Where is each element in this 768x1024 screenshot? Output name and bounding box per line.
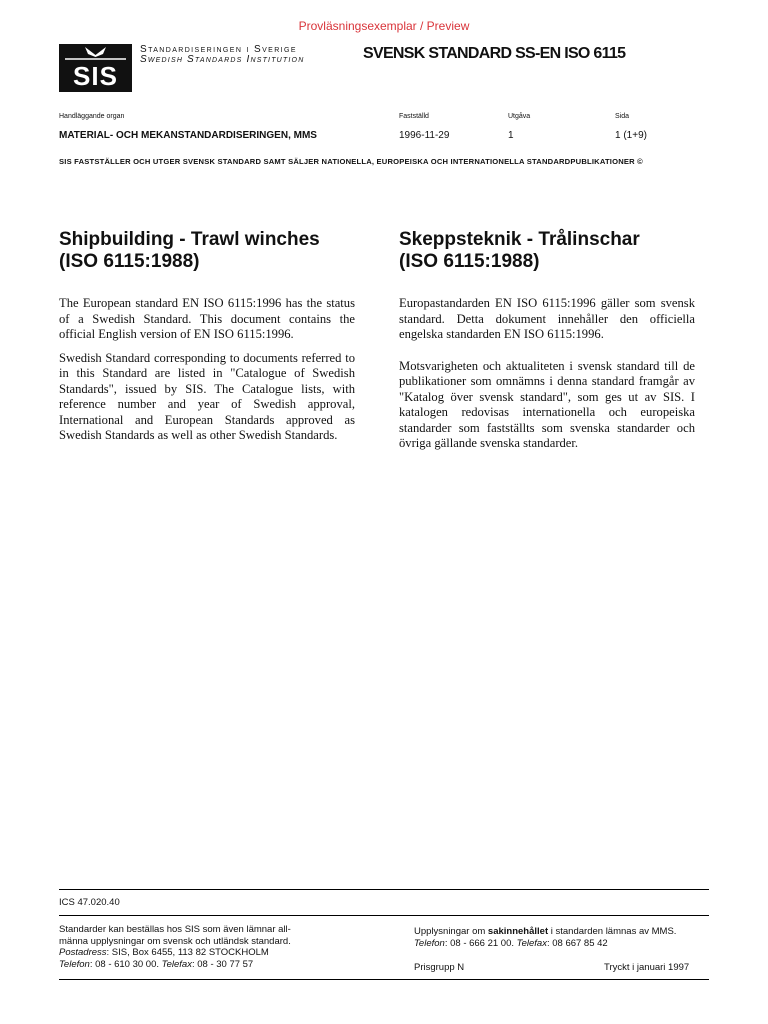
standard-title: SVENSK STANDARD SS-EN ISO 6115: [363, 45, 626, 62]
english-body: [59, 296, 355, 452]
mms-info-bold: sakinnehållet: [487, 926, 549, 937]
swedish-body: [399, 296, 695, 460]
faststalld-label: Fastställd: [399, 113, 429, 120]
sis-logo: [59, 44, 132, 92]
footer-divider-top: [59, 889, 709, 890]
mms-telefax-label: Telefax: [516, 937, 547, 949]
mms-info-pre: Upplysningar om: [414, 926, 488, 937]
swedish-title: [399, 229, 640, 273]
ordering-info: [59, 924, 291, 970]
english-title: [59, 229, 320, 273]
mms-info: [414, 926, 676, 949]
sis-statement: SIS FASTSTÄLLER OCH UTGER SVENSK STANDARD SAMT SÄLJER NATIONELLA, EUROPEISKA OCH INTERNATIONELLA STANDARDPUBLIKATIONER ©: [59, 157, 643, 166]
postadress-value: : SIS, Box 6455, 113 82 STOCKHOLM: [106, 947, 269, 958]
swedish-paragraph-1: Europastandarden EN ISO 6115:1996 gäller som svensk standard. Detta dokument innehåller den officiella engelska standarden EN ISO 6115:1996.: [399, 296, 695, 341]
swedish-title-line1: Skeppsteknik - Trålinschar: [399, 229, 640, 250]
postadress-label: Postadress: [59, 947, 107, 958]
utgava-value: 1: [508, 130, 514, 141]
mms-info-post: i standarden lämnas av MMS.: [548, 926, 677, 937]
sis-phone: [59, 959, 291, 971]
sida-value: 1 (1+9): [615, 130, 647, 141]
english-paragraph-2: Swedish Standard corresponding to documents referred to in this Standard are listed in "Catalogue of Swedish Standards", issued by SIS. The Catalogue lists, with reference number and year of Swedish approval, International and European Standards approved as Swedish Standards as well as other Swedish Standards.: [59, 350, 355, 442]
postal-address: [59, 947, 291, 959]
english-title-line2: (ISO 6115:1988): [59, 251, 200, 272]
footer-divider-mid: [59, 915, 709, 916]
sis-telefax-value: : 08 - 30 77 57: [191, 958, 254, 970]
english-paragraph-1: The European standard EN ISO 6115:1996 has the status of a Swedish Standard. This document contains the official English version of EN ISO 6115:1996.: [59, 296, 355, 341]
swedish-paragraph-2: Motsvarigheten och aktualiteten i svensk standard till de publikationer som omnämns i denna standard framgår av "Katalog över svensk standard", som ges ut av SIS. I katalogen redovisas internationella och europeiska standarder som fastställts som svenska standarder och övriga gällande svenska standarder.: [399, 358, 695, 450]
sis-telefon-value: : 08 - 610 30 00.: [89, 958, 160, 970]
sis-telefon-label: Telefon: [59, 958, 90, 970]
english-title-line1: Shipbuilding - Trawl winches: [59, 229, 320, 250]
logo-text: SIS: [73, 61, 118, 91]
mms-phone: [414, 938, 676, 950]
mms-telefon-label: Telefon: [414, 937, 445, 949]
organ-value: MATERIAL- OCH MEKANSTANDARDISERINGEN, MMS: [59, 130, 317, 141]
org-name-english: Swedish Standards Institution: [140, 54, 305, 65]
organ-label: Handläggande organ: [59, 113, 125, 120]
price-group: Prisgrupp N: [414, 962, 465, 973]
sida-label: Sida: [615, 113, 630, 120]
mms-info-line: [414, 926, 676, 938]
print-date: Tryckt i januari 1997: [604, 962, 690, 973]
preview-banner: Provläsningsexemplar / Preview: [298, 19, 470, 33]
utgava-label: Utgåva: [508, 113, 531, 120]
ordering-line-1: Standarder kan beställas hos SIS som även lämnar all-: [59, 924, 291, 935]
mms-telefon-value: : 08 - 666 21 00.: [444, 937, 515, 949]
faststalld-value: 1996-11-29: [399, 130, 450, 141]
footer-divider-bottom: [59, 979, 709, 980]
sis-telefax-label: Telefax: [161, 958, 192, 970]
ics-code: ICS 47.020.40: [59, 897, 120, 908]
org-name-swedish: Standardiseringen i Sverige: [140, 44, 297, 55]
ordering-line-2: männa upplysningar om svensk och utländsk standard.: [59, 935, 291, 947]
swedish-title-line2: (ISO 6115:1988): [399, 251, 540, 272]
mms-telefax-value: : 08 667 85 42: [546, 937, 608, 949]
